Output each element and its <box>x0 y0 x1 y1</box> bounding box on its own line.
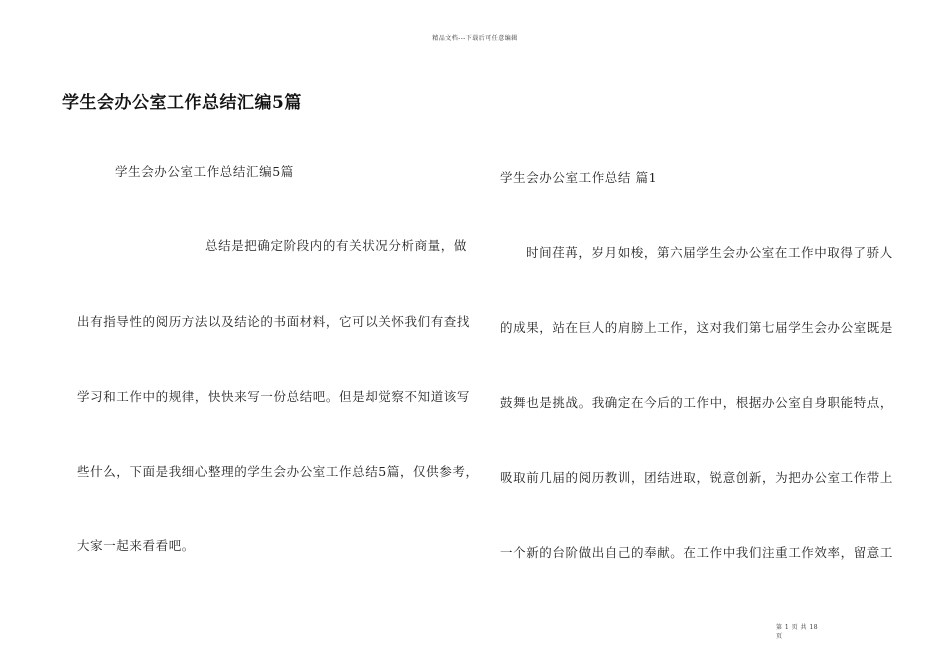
left-paragraph-line: 学习和工作中的规律，快快来写一份总结吧。但是却觉察不知道该写 <box>77 389 471 404</box>
right-paragraph-line: 一个新的台阶做出自己的奉献。在工作中我们注重工作效率，留意工 <box>500 545 894 560</box>
right-paragraph-line: 吸取前几届的阅历教训，团结进取，锐意创新，为把办公室工作带上 <box>500 470 894 485</box>
page-number <box>776 623 818 641</box>
left-paragraph-line: 大家一起来看看吧。 <box>77 538 195 553</box>
right-column <box>480 0 950 672</box>
left-subtitle: 学生会办公室工作总结汇编5篇 <box>115 164 294 179</box>
section-heading: 学生会办公室工作总结 篇1 <box>500 170 658 185</box>
left-paragraph-line: 总结是把确定阶段内的有关状况分析商量，做 <box>205 238 468 253</box>
right-paragraph-line: 时间荏苒，岁月如梭，第六届学生会办公室在工作中取得了骄人 <box>526 245 893 260</box>
left-paragraph-line: 些什么，下面是我细心整理的学生会办公室工作总结5篇，仅供参考， <box>77 464 479 479</box>
page-number-line: 第 1 页 共 18 <box>776 624 819 631</box>
right-paragraph-line: 的成果，站在巨人的肩膀上工作，这对我们第七届学生会办公室既是 <box>500 320 894 335</box>
left-paragraph-line: 出有指导性的阅历方法以及结论的书面材料，它可以关怀我们有查找 <box>77 314 471 329</box>
document-title: 学生会办公室工作总结汇编5篇 <box>62 93 302 113</box>
header-note: 精品文档---下载后可任意编辑 <box>432 35 518 42</box>
right-paragraph-line: 鼓舞也是挑战。我确定在今后的工作中，根据办公室自身职能特点， <box>500 395 894 410</box>
page-number-line: 页 <box>776 633 783 640</box>
